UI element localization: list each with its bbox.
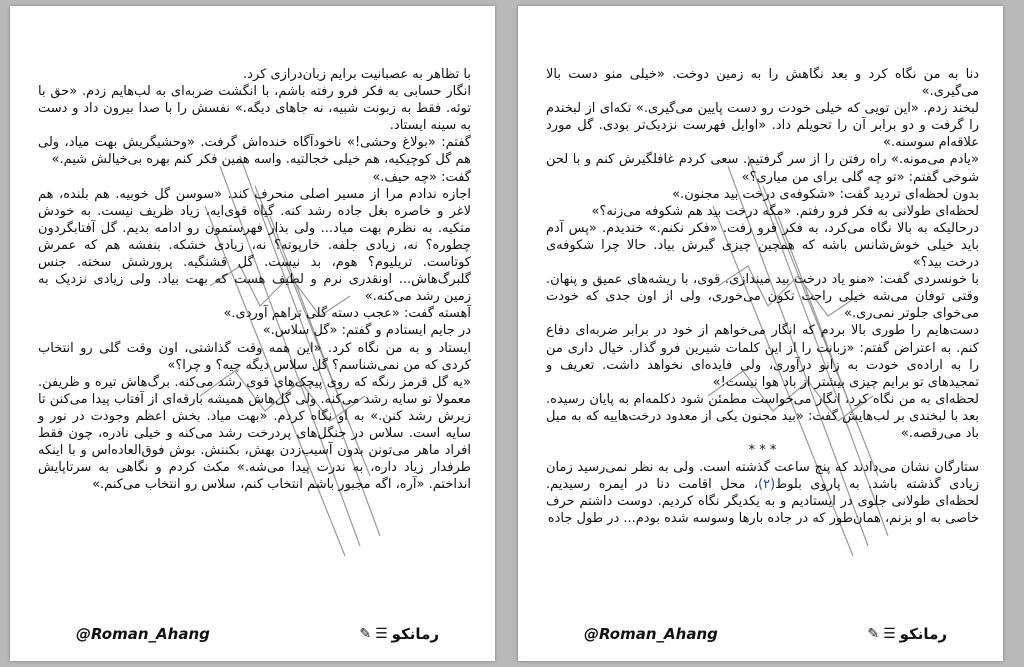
paragraph: گفت: «چه حیف.» (372, 169, 471, 185)
paragraph: در جایم ایستادم و گفتم: «گل سلاس.» (262, 323, 471, 339)
paragraph: دست‌هایم را طوری بالا بردم که انگار می‌خواهم از خود در برابر ضربه‌ای دفاع کنم. به اعتراض گفتم: «زبانت را از این کلمات شیرین فرو گذار. خیال داری من را به اراده‌ی خودت به زانو درآوری، ولی فایده‌ای نخواهد داشت. تعریف و تمجیدهای تو برایم چیزی بیشتر از باد هوا نیست!» (546, 323, 979, 390)
paragraph (546, 459, 979, 527)
paragraph: «یه گل قرمز رنگه که روی پیچک‌های قوی رشد می‌کنه. برگ‌هاش تیره و ظریفن. معمولا تو سایه رشد می‌کنه. ولی گل‌هاش همیشه بارقه‌ای از آفتاب پیدا می‌کنن تا زیرش رشد کنن.» به او نگاه کردم. «بهت میاد. بخش اعظم وجودت در نور و سایه است. سلاس در جنگل‌های پردرخت رشد می‌کنه و خیلی نادره، چون فقط افراد ماهر می‌تونن بدون آسیب‌زدن بهش، بکننش. بوش فوق‌العاده‌اس و با اینکه طرفدار زیاد داره، به ندرت پیدا می‌شه.» مکث کردم و نگاهی به سرتاپایش انداختم. «آره، اگه مجبور باشم انتخاب کنم، سلاس رو انتخاب می‌کنم.» (38, 374, 471, 493)
footer-brand-name: رمانکو (391, 625, 439, 643)
section-break: * * * (748, 443, 777, 459)
page-footer (584, 625, 947, 647)
footer-brand-name: رمانکو (899, 625, 947, 643)
paragraph: لحظه‌ای طولانی به فکر فرو رفتم. «مگه درخت بید هم شکوفه می‌زنه؟» (591, 203, 979, 219)
page-right (518, 6, 1003, 661)
paragraph-text: ، محل اقامت دنا در ایمره رسیدیم. لحظه‌ای طولانی جلوی در ایستادیم و به یکدیگر نگاه کردیم. دوست داشتم حرف خاصی به او بزنم، همان‌طور که در جاده بارها وسوسه شده بودم... در طول جاده (546, 477, 979, 527)
book-icon: ☰ (883, 626, 896, 642)
page-text (546, 66, 979, 528)
paragraph: درحالیکه به بالا نگاه می‌کرد، به فکر فرو رفت. «فکر نکنم.» خندیدم. «پس آدم باید خیلی خوش‌شانس باشه که همچین چیزی گیرش بیاد. حالا چرا شکوفه‌ی درخت بید؟» (546, 220, 979, 271)
footer-brand (867, 625, 947, 643)
page-text (38, 66, 471, 493)
paragraph: آهسته گفت: «عجب دسته گلی تراهم آوردی.» (223, 306, 471, 322)
paragraph: با تظاهر به عصبانیت برایم زبان‌درازی کرد. (243, 67, 471, 82)
paragraph: گفتم: «بولاغ وحشی!» ناخودآگاه خنده‌اش گرفت. «وحشیگریش بهت میاد، ولی هم گل کوچیکیه، هم خیلی خجالتیه. واسه همین فکر کنم بهره بی‌خیالش شیم.» (38, 135, 471, 168)
paragraph: ایستاد و به من نگاه کرد. «این همه وقت گذاشتی، اون وقت گلی رو انتخاب کردی که من نمی‌شناسم؟ گل سلاس دیگه چیه؟ و چرا؟» (38, 340, 471, 373)
quill-icon: ✎ (867, 626, 880, 642)
quill-icon: ✎ (359, 626, 372, 642)
page-footer (76, 625, 439, 647)
paragraph: بدون لحظه‌ای تردید گفت: «شکوفه‌ی درخت بید مجنون.» (672, 186, 979, 202)
paragraph: با خونسردی گفت: «منو یاد درخت بید میندازی. قوی، با ریشه‌های عمیق و پنهان. وقتی توفان می‌شه خیلی راحت تکون می‌خوری، ولی از اون جدی که خودت می‌خوای جلوتر نمی‌ری.» (546, 272, 979, 322)
paragraph: لحظه‌ای به من نگاه کرد، انگار می‌خواست مطمئن شود دکلمه‌ام به پایان رسیده. بعد با لبخندی بر لب‌هایش گفت: «بید مجنون یکی از معدود درخت‌هاییه که به میل باد می‌رقصه.» (546, 391, 979, 441)
paragraph: اجازه ندادم مرا از مسیر اصلی منحرف کند. «سوسن گل خوبیه. هم بلنده، هم لاغر و خاصره بغل جاده رشد کنه. گیاه قوی‌ایه، زیاد ظریف نیست. به خودش متکیه. به نظرم بهت میاد... ولی بذار فهرستمون رو ادامه بدیم. گل آفتابگردون چطوره؟ نه، زیادی جلفه. خارپوته؟ نه، زیادی خشکه. بنفشه هم که عمرش کوتاست. تریلیوم؟ هوم، بد نیست. گل قشنگیه. پرورشش سخته. جنس گلبرگ‌هاش... اونقدری نرم و لطیف هست که بهت بیاد. ولی زیادی نزدیک به زمین رشد می‌کنه.» (38, 186, 471, 305)
footnote-link[interactable]: (۲) (758, 477, 776, 493)
book-icon: ☰ (375, 626, 388, 642)
paragraph: دنا به من نگاه کرد و بعد نگاهش را به زمین دوخت. «خیلی منو دست بالا می‌گیری.» (546, 67, 979, 100)
paragraph-text: ستارگان نشان می‌دادند که پنج ساعت گذشته است. ولی به نظر نمی‌رسید زمان زیادی گذشته باشد. به پاروی بلوط (546, 460, 979, 493)
footer-brand (359, 625, 439, 643)
footer-handle: @Roman_Ahang (584, 625, 718, 643)
paragraph: انگار حسابی به فکر فرو رفته باشم، با انگشت ضربه‌ای به لب‌هایم زدم. «حق با توئه. فقط به زبونت شبیه، نه جاهای دیگه.» نفسش را با صدا بیرون داد و دست به سینه ایستاد. (38, 84, 471, 134)
footer-handle: @Roman_Ahang (76, 625, 210, 643)
page-left (10, 6, 495, 661)
paragraph: لبخند زدم. «این تویی که خیلی خودت رو دست پایین می‌گیری.» تکه‌ای از لبخندم را گرفت و دو برابر آن را تحویلم داد. «اوایل فهرست نزدیک‌تر بودی. گل مورد علاقه‌ام سوسنه.» (546, 101, 979, 151)
paragraph: «یادم می‌مونه.» راه رفتن را از سر گرفتیم. سعی کردم غافلگیرش کنم و با لحن شوخی گفتم: «تو چه گلی برای من میاری؟» (546, 152, 979, 185)
